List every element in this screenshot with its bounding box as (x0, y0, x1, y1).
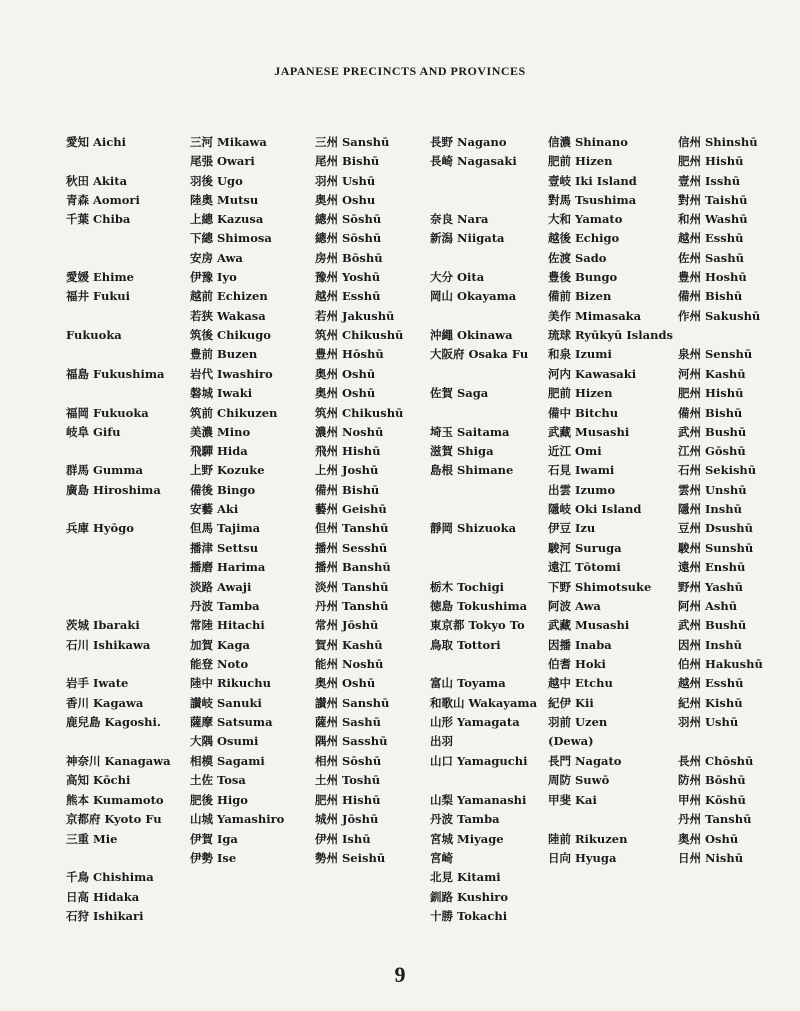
prefecture-2-cell: 長野 Nagano (430, 135, 507, 149)
province-alt-2-cell: 作州 Sakushū (678, 309, 761, 323)
province-2-cell: 陸前 Rikuzen (548, 832, 628, 846)
table-row (0, 152, 800, 171)
province-cell: 上野 Kozuke (190, 463, 265, 477)
prefecture-2-cell: 山口 Yamaguchi (430, 754, 528, 768)
province-2-cell: 伊豆 Izu (548, 521, 596, 535)
province-2-cell: 武藏 Musashi (548, 425, 630, 439)
prefecture-2-cell: 富山 Toyama (430, 676, 506, 690)
province-alt-2-cell: 武州 Bushū (678, 425, 747, 439)
province-cell: 加賀 Kaga (190, 638, 250, 652)
province-cell: 陸奥 Mutsu (190, 193, 259, 207)
table-row (0, 636, 800, 655)
table-row (0, 732, 800, 751)
page-number: 9 (394, 962, 406, 987)
province-alt-cell: 伊州 Ishū (315, 832, 371, 846)
province-2-cell: 肥前 Hizen (548, 154, 613, 168)
table-row (0, 268, 800, 287)
prefecture-cell: 三重 Mie (66, 832, 118, 846)
province-alt-cell: 勢州 Seishū (315, 851, 386, 865)
prefecture-2-cell: 釧路 Kushiro (430, 890, 509, 904)
province-alt-cell: 房州 Bōshū (315, 251, 383, 265)
province-cell: 丹波 Tamba (190, 599, 260, 613)
province-cell: 飛驒 Hida (190, 444, 248, 458)
prefecture-cell: 福井 Fukui (66, 289, 131, 303)
province-alt-cell: 筑州 Chikushū (315, 406, 404, 420)
province-alt-cell: 常州 Jōshū (315, 618, 379, 632)
prefecture-cell: 石狩 Ishikari (66, 909, 144, 923)
prefecture-cell: 茨城 Ibaraki (66, 618, 140, 632)
province-2-cell: 近江 Omi (548, 444, 602, 458)
province-2-cell: 琉球 Ryūkyū Islands (548, 328, 673, 342)
prefecture-cell: 青森 Aomori (66, 193, 140, 207)
prefecture-cell: 兵庫 Hyōgo (66, 521, 134, 535)
province-cell: 三河 Mikawa (190, 135, 267, 149)
prefecture-cell: Fukuoka (66, 328, 122, 342)
province-alt-cell: 總州 Sōshū (315, 231, 382, 245)
province-2-cell: 美作 Mimasaka (548, 309, 642, 323)
prefecture-cell: 千鳥 Chishima (66, 870, 154, 884)
province-cell: 常陸 Hitachi (190, 618, 265, 632)
province-2-cell: 遠江 Tōtomi (548, 560, 621, 574)
table-row (0, 461, 800, 480)
province-alt-2-cell: 奥州 Oshū (678, 832, 739, 846)
province-2-cell: 日向 Hyuga (548, 851, 617, 865)
prefecture-cell: 廣島 Hiroshima (66, 483, 161, 497)
table-row (0, 655, 800, 674)
province-cell: 備後 Bingo (190, 483, 256, 497)
province-cell: 土佐 Tosa (190, 773, 246, 787)
prefecture-cell: 愛媛 Ehime (66, 270, 134, 284)
table-row (0, 307, 800, 326)
province-alt-cell: 藝州 Geishū (315, 502, 387, 516)
prefecture-2-cell: 栃木 Tochigi (430, 580, 505, 594)
province-cell: 尾張 Owari (190, 154, 255, 168)
prefecture-cell: 福岡 Fukuoka (66, 406, 149, 420)
prefecture-cell: 高知 Kōchi (66, 773, 131, 787)
province-alt-2-cell: 因州 Inshū (678, 638, 742, 652)
province-alt-cell: 讃州 Sanshū (315, 696, 390, 710)
province-alt-2-cell: 泉州 Senshū (678, 347, 753, 361)
province-2-cell: 肥前 Hizen (548, 386, 613, 400)
province-alt-2-cell: 備州 Bishū (678, 289, 743, 303)
province-alt-2-cell: 阿州 Ashū (678, 599, 738, 613)
province-cell: 肥後 Higo (190, 793, 248, 807)
province-alt-cell: 飛州 Hishū (315, 444, 381, 458)
table-row (0, 830, 800, 849)
province-cell: 磐城 Iwaki (190, 386, 253, 400)
prefecture-cell: 日高 Hidaka (66, 890, 140, 904)
province-alt-cell: 備州 Bishū (315, 483, 380, 497)
table-row (0, 674, 800, 693)
table-row (0, 384, 800, 403)
province-alt-cell: 上州 Joshū (315, 463, 379, 477)
province-2-cell: 出雲 Izumo (548, 483, 616, 497)
province-alt-cell: 相州 Sōshū (315, 754, 382, 768)
province-cell: 薩摩 Satsuma (190, 715, 273, 729)
prefecture-2-cell: 丹波 Tamba (430, 812, 500, 826)
province-alt-cell: 播州 Banshū (315, 560, 391, 574)
province-2-cell: 豊後 Bungo (548, 270, 618, 284)
province-cell: 上總 Kazusa (190, 212, 264, 226)
province-alt-2-cell: 越州 Esshū (678, 231, 744, 245)
province-2-cell: 備中 Bitchu (548, 406, 619, 420)
province-alt-2-cell: 信州 Shinshū (678, 135, 758, 149)
province-alt-2-cell: 防州 Bōshū (678, 773, 746, 787)
province-2-cell: 越中 Etchu (548, 676, 613, 690)
table-row (0, 888, 800, 907)
prefecture-2-cell: 長崎 Nagasaki (430, 154, 517, 168)
province-2-cell: 長門 Nagato (548, 754, 622, 768)
table-row (0, 210, 800, 229)
prefecture-cell: 神奈川 Kanagawa (66, 754, 171, 768)
prefecture-cell: 香川 Kagawa (66, 696, 144, 710)
province-alt-cell: 總州 Sōshū (315, 212, 382, 226)
prefecture-2-cell: 大阪府 Osaka Fu (430, 347, 529, 361)
province-alt-cell: 奥州 Oshu (315, 193, 376, 207)
prefecture-2-cell: 靜岡 Shizuoka (430, 521, 517, 535)
province-alt-2-cell: 紀州 Kishū (678, 696, 743, 710)
province-alt-2-cell: 遠州 Enshū (678, 560, 746, 574)
table-row (0, 578, 800, 597)
prefecture-cell: 岩手 Iwate (66, 676, 129, 690)
prefecture-2-cell: 十勝 Tokachi (430, 909, 508, 923)
province-alt-cell: 豊州 Hōshū (315, 347, 384, 361)
province-2-cell: (Dewa) (548, 734, 594, 748)
province-alt-2-cell: 伯州 Hakushū (678, 657, 763, 671)
table-row (0, 810, 800, 829)
province-cell: 豊前 Buzen (190, 347, 258, 361)
prefecture-2-cell: 新潟 Niigata (430, 231, 505, 245)
province-2-cell: 下野 Shimotsuke (548, 580, 652, 594)
table-row (0, 287, 800, 306)
province-2-cell: 和泉 Izumi (548, 347, 612, 361)
province-alt-2-cell: 豆州 Dsushū (678, 521, 754, 535)
province-2-cell: 備前 Bizen (548, 289, 612, 303)
province-2-cell: 隱岐 Oki Island (548, 502, 642, 516)
prefecture-cell: 千葉 Chiba (66, 212, 131, 226)
table-row (0, 907, 800, 926)
province-2-cell: 周防 Suwō (548, 773, 610, 787)
province-cell: 伊賀 Iga (190, 832, 238, 846)
prefecture-2-cell: 山梨 Yamanashi (430, 793, 527, 807)
prefecture-2-cell: 沖繩 Okinawa (430, 328, 513, 342)
prefecture-2-cell: 北見 Kitami (430, 870, 501, 884)
province-alt-cell: 能州 Noshū (315, 657, 384, 671)
province-alt-cell: 尾州 Bishū (315, 154, 380, 168)
table-row (0, 791, 800, 810)
table-row (0, 172, 800, 191)
province-alt-2-cell: 河州 Kashū (678, 367, 746, 381)
province-alt-cell: 筑州 Chikushū (315, 328, 404, 342)
province-alt-cell: 淡州 Tanshū (315, 580, 389, 594)
province-cell: 但馬 Tajima (190, 521, 261, 535)
table-row (0, 481, 800, 500)
prefecture-cell: 鹿兒島 Kagoshi. (66, 715, 161, 729)
province-2-cell: 甲斐 Kai (548, 793, 597, 807)
prefecture-2-cell: 大分 Oita (430, 270, 485, 284)
province-alt-2-cell: 肥州 Hishū (678, 386, 744, 400)
province-cell: 陸中 Rikuchu (190, 676, 271, 690)
prefecture-cell: 熊本 Kumamoto (66, 793, 164, 807)
province-2-cell: 因播 Inaba (548, 638, 612, 652)
province-alt-2-cell: 羽州 Ushū (678, 715, 739, 729)
table-row (0, 597, 800, 616)
province-cell: 播磨 Harima (190, 560, 266, 574)
province-cell: 讃岐 Sanuki (190, 696, 262, 710)
province-2-cell: 羽前 Uzen (548, 715, 608, 729)
prefecture-2-cell: 宮城 Miyage (430, 832, 504, 846)
prefecture-cell: 岐阜 Gifu (66, 425, 121, 439)
province-2-cell: 越後 Echigo (548, 231, 620, 245)
province-alt-cell: 土州 Toshū (315, 773, 381, 787)
prefecture-2-cell: 奈良 Nara (430, 212, 489, 226)
province-2-cell: 紀伊 Kii (548, 696, 594, 710)
prefecture-2-cell: 滋賀 Shiga (430, 444, 494, 458)
province-alt-cell: 濃州 Noshū (315, 425, 384, 439)
province-2-cell: 河内 Kawasaki (548, 367, 637, 381)
province-alt-cell: 但州 Tanshū (315, 521, 389, 535)
prefecture-2-cell: 岡山 Okayama (430, 289, 517, 303)
province-alt-2-cell: 駿州 Sunshū (678, 541, 754, 555)
province-cell: 羽後 Ugo (190, 174, 243, 188)
province-2-cell: 阿波 Awa (548, 599, 601, 613)
province-alt-2-cell: 江州 Gōshū (678, 444, 746, 458)
table-row (0, 500, 800, 519)
province-alt-cell: 越州 Esshū (315, 289, 381, 303)
province-alt-2-cell: 甲州 Kōshū (678, 793, 746, 807)
province-alt-cell: 播州 Sesshū (315, 541, 388, 555)
province-2-cell: 伯耆 Hoki (548, 657, 606, 671)
table-row (0, 345, 800, 364)
province-alt-cell: 城州 Jōshū (315, 812, 379, 826)
province-alt-2-cell: 日州 Nishū (678, 851, 744, 865)
province-alt-cell: 丹州 Tanshū (315, 599, 389, 613)
table-row (0, 404, 800, 423)
table-row (0, 191, 800, 210)
province-2-cell: 信濃 Shinano (548, 135, 628, 149)
province-alt-cell: 賀州 Kashū (315, 638, 383, 652)
province-cell: 下總 Shimosa (190, 231, 272, 245)
prefecture-2-cell: 宮崎 (430, 851, 453, 865)
province-alt-cell: 羽州 Ushū (315, 174, 376, 188)
province-alt-2-cell: 隱州 Inshū (678, 502, 742, 516)
province-cell: 能登 Noto (190, 657, 249, 671)
table-row (0, 616, 800, 635)
table-row (0, 752, 800, 771)
province-cell: 筑前 Chikuzen (190, 406, 278, 420)
province-cell: 安房 Awa (190, 251, 243, 265)
province-alt-2-cell: 石州 Sekishū (678, 463, 757, 477)
province-cell: 美濃 Mino (190, 425, 251, 439)
prefecture-2-cell: 徳島 Tokushima (430, 599, 528, 613)
province-alt-cell: 奥州 Oshū (315, 386, 376, 400)
province-cell: 相模 Sagami (190, 754, 265, 768)
table-row (0, 519, 800, 538)
prefecture-2-cell: 島根 Shimane (430, 463, 514, 477)
province-2-cell: 佐渡 Sado (548, 251, 607, 265)
province-2-cell: 駿河 Suruga (548, 541, 622, 555)
province-cell: 安藝 Aki (190, 502, 239, 516)
page-title: JAPANESE PRECINCTS AND PROVINCES (274, 64, 526, 78)
province-alt-2-cell: 丹州 Tanshū (678, 812, 752, 826)
province-alt-2-cell: 壹州 Isshū (678, 174, 741, 188)
province-2-cell: 對馬 Tsushima (548, 193, 637, 207)
table-row (0, 868, 800, 887)
province-cell: 淡路 Awaji (190, 580, 252, 594)
province-cell: 大隅 Osumi (190, 734, 259, 748)
province-alt-2-cell: 肥州 Hishū (678, 154, 744, 168)
table-row (0, 249, 800, 268)
province-alt-cell: 奥州 Oshū (315, 676, 376, 690)
prefecture-cell: 福島 Fukushima (66, 367, 165, 381)
prefecture-2-cell: 東京都 Tokyo To (430, 618, 525, 632)
province-alt-cell: 隅州 Sasshū (315, 734, 388, 748)
province-cell: 岩代 Iwashiro (190, 367, 273, 381)
province-alt-cell: 若州 Jakushū (315, 309, 395, 323)
prefecture-2-cell: 佐賀 Saga (430, 386, 489, 400)
province-alt-cell: 肥州 Hishū (315, 793, 381, 807)
province-cell: 山城 Yamashiro (190, 812, 285, 826)
province-2-cell: 武藏 Musashi (548, 618, 630, 632)
prefecture-2-cell: 出羽 (430, 734, 453, 748)
table-row (0, 849, 800, 868)
province-alt-cell: 豫州 Yoshū (315, 270, 381, 284)
province-cell: 越前 Echizen (190, 289, 268, 303)
prefecture-cell: 京都府 Kyoto Fu (66, 812, 162, 826)
province-cell: 伊豫 Iyo (190, 270, 237, 284)
province-2-cell: 大和 Yamato (548, 212, 623, 226)
province-alt-2-cell: 武州 Bushū (678, 618, 747, 632)
table-row (0, 771, 800, 790)
province-alt-2-cell: 和州 Washū (678, 212, 748, 226)
province-alt-cell: 奥州 Oshū (315, 367, 376, 381)
prefecture-cell: 愛知 Aichi (66, 135, 127, 149)
province-alt-2-cell: 豊州 Hoshū (678, 270, 747, 284)
table-row (0, 423, 800, 442)
table-row (0, 539, 800, 558)
province-2-cell: 壹岐 Iki Island (548, 174, 637, 188)
prefecture-cell: 石川 Ishikawa (66, 638, 151, 652)
province-alt-cell: 薩州 Sashū (315, 715, 381, 729)
prefecture-cell: 秋田 Akita (66, 174, 128, 188)
province-alt-2-cell: 雲州 Unshū (678, 483, 747, 497)
table-row (0, 694, 800, 713)
province-cell: 播津 Settsu (190, 541, 259, 555)
province-alt-2-cell: 越州 Esshū (678, 676, 744, 690)
prefecture-2-cell: 山形 Yamagata (430, 715, 520, 729)
table-row (0, 229, 800, 248)
prefecture-2-cell: 鳥取 Tottori (430, 638, 501, 652)
province-2-cell: 石見 Iwami (548, 463, 615, 477)
prefecture-2-cell: 和歌山 Wakayama (430, 696, 538, 710)
province-alt-2-cell: 野州 Yashū (678, 580, 743, 594)
prefecture-2-cell: 埼玉 Saitama (430, 425, 510, 439)
province-cell: 筑後 Chikugo (190, 328, 271, 342)
province-alt-2-cell: 長州 Chōshū (678, 754, 754, 768)
table-row (0, 365, 800, 384)
table-row (0, 133, 800, 152)
table-row (0, 326, 800, 345)
province-alt-2-cell: 佐州 Sashū (678, 251, 744, 265)
table-row (0, 713, 800, 732)
province-alt-cell: 三州 Sanshū (315, 135, 390, 149)
table-row (0, 442, 800, 461)
province-cell: 伊勢 Ise (190, 851, 237, 865)
table-row (0, 558, 800, 577)
province-alt-2-cell: 對州 Taishū (678, 193, 748, 207)
province-cell: 若狭 Wakasa (190, 309, 266, 323)
province-alt-2-cell: 備州 Bishū (678, 406, 743, 420)
prefecture-cell: 群馬 Gumma (66, 463, 143, 477)
